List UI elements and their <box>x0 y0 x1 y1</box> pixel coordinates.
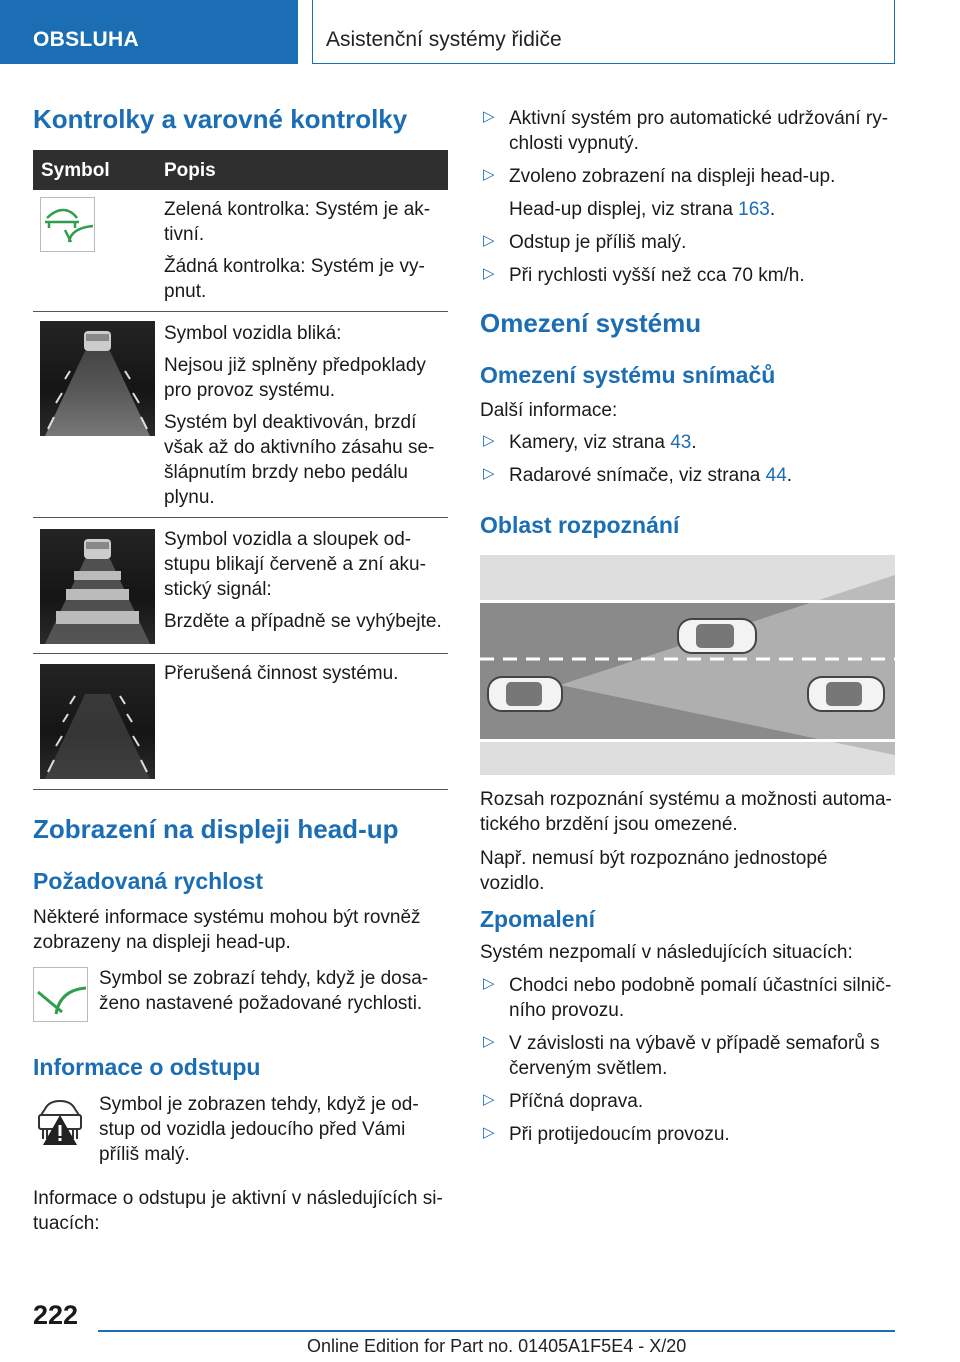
list-item: ▷ Odstup je příliš malý. <box>483 232 687 253</box>
page-link-43[interactable]: 43 <box>670 432 692 453</box>
vehicle-distance-bar-image <box>40 529 155 644</box>
distance-warning-icon <box>33 1093 88 1148</box>
bullet-triangle-icon: ▷ <box>483 432 495 449</box>
list-item: ▷ Při protijedoucím provozu. <box>483 1124 730 1145</box>
car-own <box>488 677 562 711</box>
area-text-2: Např. nemusí být rozpoznáno jednostopé vozidlo. <box>480 848 828 894</box>
heading-warning-lights: Kontrolky a varovné kontrolky <box>33 104 408 134</box>
bullet-triangle-icon: ▷ <box>483 1124 495 1141</box>
heading-hud: Zobrazení na displeji head-up <box>33 814 399 844</box>
table-row <box>33 312 448 518</box>
page-number: 222 <box>33 1300 79 1330</box>
bullet-triangle-icon: ▷ <box>483 1033 495 1050</box>
distance-icon-text: Symbol je zobrazen tehdy, když je od-stup od vozidla jedoucího před Vámi příliš malý. <box>99 1094 419 1165</box>
list-item: ▷ Zvoleno zobrazení na displeji head-up. Head-up displej, viz strana 163. <box>483 166 836 220</box>
heading-deceleration: Zpomalení <box>480 906 596 932</box>
header-section-label: OBSLUHA <box>33 28 139 51</box>
list-item: ▷ Radarové snímače, viz strana 44. <box>483 465 793 486</box>
row2-line3: Systém byl deaktivován, brzdí však až do aktivního zásahu se-šlápnutím brzdy nebo pedálu plynu. <box>164 412 435 508</box>
bullet-triangle-icon: ▷ <box>483 1091 495 1108</box>
row2-line1: Symbol vozidla bliká: <box>164 323 342 344</box>
footer-rule <box>98 1330 895 1332</box>
bullet-triangle-icon: ▷ <box>483 108 495 125</box>
heading-desired-speed: Požadovaná rychlost <box>33 868 264 894</box>
area-text-1: Rozsah rozpoznání systému a možnosti automa-tického brzdění jsou omezené. <box>480 789 892 835</box>
list-item: ▷ V závislosti na výbavě v případě semaforů s červeným světlem. <box>483 1033 880 1079</box>
row4-line1: Přerušená činnost systému. <box>164 663 399 684</box>
system-interrupted-image <box>40 664 155 779</box>
more-info: Další informace: <box>480 400 618 421</box>
header-chapter-tab <box>312 0 895 64</box>
header-chapter-label: Asistenční systémy řidiče <box>326 28 562 51</box>
table-row <box>33 654 448 790</box>
speed-hud-icon <box>33 967 88 1022</box>
row3-line1: Symbol vozidla a sloupek od-stupu blikají červeně a zní aku-stický signál: <box>164 529 426 600</box>
table-row <box>33 518 448 654</box>
heading-detection-area: Oblast rozpoznání <box>480 512 680 538</box>
speed-icon-text: Symbol se zobrazí tehdy, když je dosa-ženo nastavené požadované rychlosti. <box>99 968 429 1014</box>
heading-distance-info: Informace o odstupu <box>33 1054 261 1080</box>
car-front-lane-left <box>678 619 756 653</box>
page-link-163[interactable]: 163 <box>738 199 770 220</box>
header-section-tab <box>0 0 298 64</box>
list-item: ▷ Kamery, viz strana 43. <box>483 432 697 453</box>
heading-sensor-limits: Omezení systému snímačů <box>480 362 776 388</box>
bullet-triangle-icon: ▷ <box>483 166 495 183</box>
footer-edition: Online Edition for Part no. 01405A1F5E4 - X/20 <box>307 1336 687 1356</box>
bullet-triangle-icon: ▷ <box>483 232 495 249</box>
vehicle-blink-image <box>40 321 155 436</box>
deceleration-intro: Systém nezpomalí v následujících situacích: <box>480 942 853 963</box>
bullet-triangle-icon: ▷ <box>483 465 495 482</box>
list-item: ▷ Při rychlosti vyšší než cca 70 km/h. <box>483 265 805 286</box>
table-row <box>33 190 448 312</box>
row2-line2: Nejsou již splněny předpoklady pro provoz systému. <box>164 355 426 401</box>
detection-area-illustration <box>480 555 895 775</box>
row1-line2: Žádná kontrolka: Systém je vy-pnut. <box>164 256 425 302</box>
row1-line1: Zelená kontrolka: Systém je ak-tivní. <box>164 199 431 245</box>
heading-system-limits: Omezení systému <box>480 308 702 338</box>
bullet-triangle-icon: ▷ <box>483 265 495 282</box>
col-symbol: Symbol <box>41 160 110 181</box>
list-item: ▷ Příčná doprava. <box>483 1091 644 1112</box>
distance-text: Informace o odstupu je aktivní v následujících si-tuacích: <box>33 1188 443 1234</box>
green-assist-icon <box>40 197 95 252</box>
row3-line2: Brzděte a případně se vyhýbejte. <box>164 611 442 632</box>
car-front-same-lane <box>808 677 884 711</box>
table-header <box>33 150 448 190</box>
warning-table <box>33 150 448 790</box>
bullet-triangle-icon: ▷ <box>483 975 495 992</box>
list-item: ▷ Aktivní systém pro automatické udržování ry-chlosti vypnutý. <box>483 108 889 154</box>
list-item: ▷ Chodci nebo podobně pomalí účastníci silnič-ního provozu. <box>483 975 892 1021</box>
page-link-44[interactable]: 44 <box>765 465 787 486</box>
col-description: Popis <box>164 160 216 181</box>
speed-text: Některé informace systému mohou být rovněž zobrazeny na displeji head-up. <box>33 907 421 953</box>
